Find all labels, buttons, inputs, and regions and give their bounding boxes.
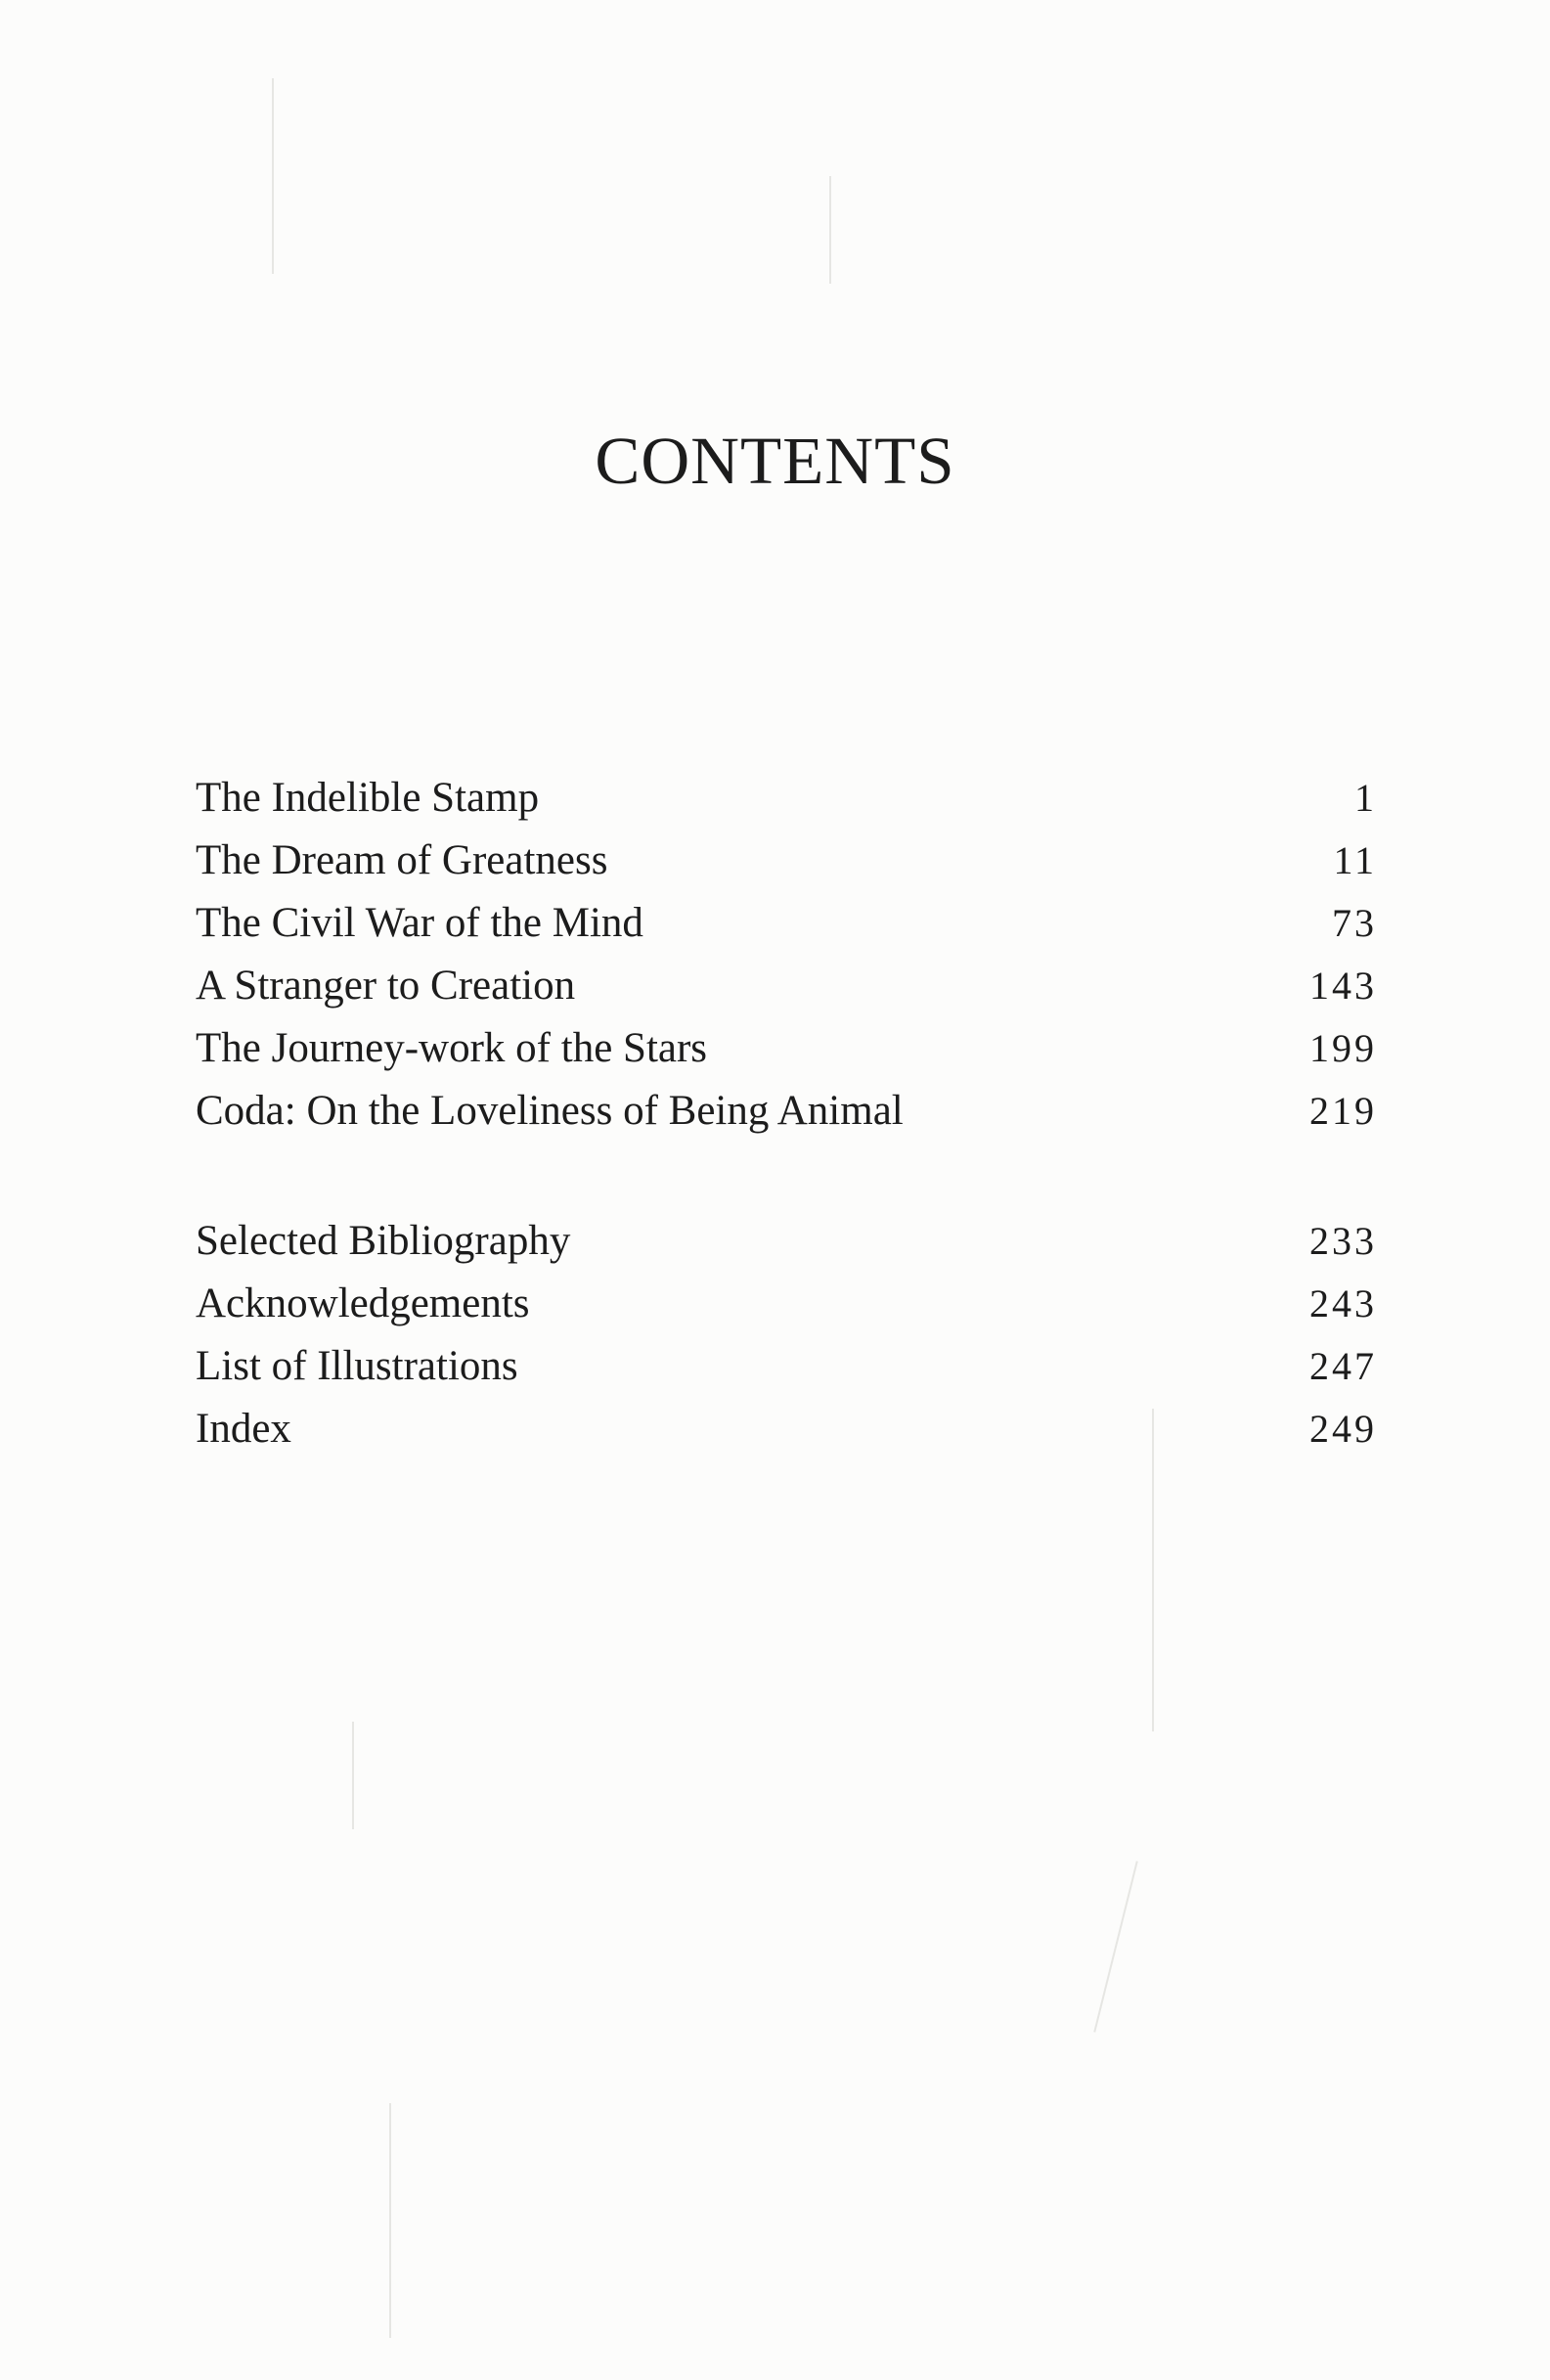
toc-entry-page: 219 xyxy=(1309,1089,1377,1133)
paper-mark xyxy=(1093,1861,1137,2032)
toc-entry-title: Index xyxy=(196,1406,291,1452)
toc-entry xyxy=(196,830,1377,892)
page-title: CONTENTS xyxy=(595,424,955,498)
toc-entry xyxy=(196,1080,1377,1143)
chapter-list xyxy=(196,767,1377,1143)
toc-entry-page: 1 xyxy=(1354,776,1377,820)
toc-entry-page: 11 xyxy=(1333,838,1377,882)
toc-entry xyxy=(196,892,1377,955)
toc-entry xyxy=(196,1273,1377,1335)
toc-entry xyxy=(196,1335,1377,1398)
toc-entry xyxy=(196,1210,1377,1273)
toc-entry xyxy=(196,1017,1377,1080)
toc-entry-title: The Civil War of the Mind xyxy=(196,900,643,946)
toc-entry-page: 199 xyxy=(1309,1026,1377,1070)
toc-entry-title: Selected Bibliography xyxy=(196,1218,571,1264)
paper-mark xyxy=(389,2103,391,2338)
toc-entry-title: The Dream of Greatness xyxy=(196,837,608,883)
toc-entry-title: List of Illustrations xyxy=(196,1343,518,1389)
toc-entry-page: 243 xyxy=(1309,1281,1377,1325)
toc-entry xyxy=(196,767,1377,830)
toc-entry-title: The Journey-work of the Stars xyxy=(196,1025,708,1071)
toc-entry-page: 73 xyxy=(1332,901,1377,945)
paper-mark xyxy=(829,176,831,284)
toc-entry-page: 143 xyxy=(1309,964,1377,1008)
toc-entry-title: Coda: On the Loveliness of Being Animal xyxy=(196,1088,904,1134)
toc-entry xyxy=(196,955,1377,1017)
back-matter-list xyxy=(196,1210,1377,1460)
toc-entry-page: 233 xyxy=(1309,1219,1377,1263)
toc-entry-page: 247 xyxy=(1309,1344,1377,1388)
paper-mark xyxy=(352,1722,354,1829)
toc-entry xyxy=(196,1398,1377,1460)
toc-entry-title: Acknowledgements xyxy=(196,1280,530,1326)
paper-mark xyxy=(272,78,274,274)
toc-entry-title: A Stranger to Creation xyxy=(196,963,576,1009)
toc-entry-title: The Indelible Stamp xyxy=(196,775,540,821)
toc-entry-page: 249 xyxy=(1309,1407,1377,1451)
